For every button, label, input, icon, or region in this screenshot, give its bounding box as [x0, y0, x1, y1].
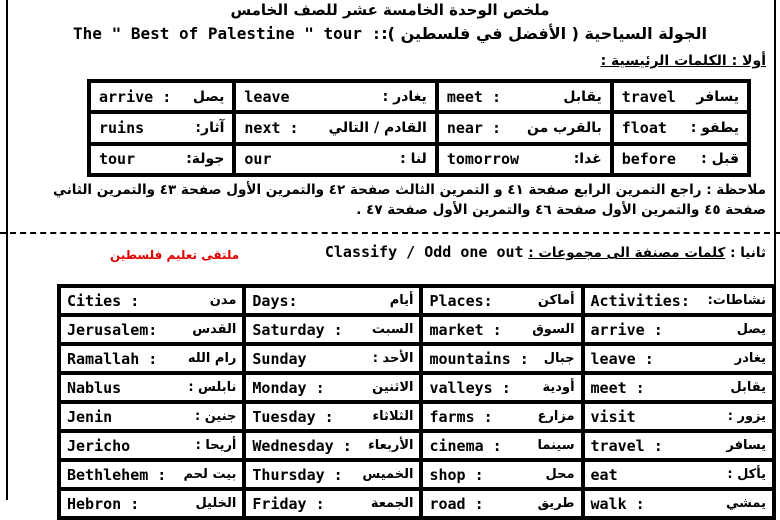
english-word: travel: [621, 87, 676, 106]
vocab-cell: [437, 144, 612, 175]
table-row: [59, 344, 774, 373]
english-word: Cities :: [67, 291, 140, 310]
arabic-word: جبال: [543, 351, 575, 366]
english-word: tour: [99, 150, 136, 169]
arabic-word: مزارع: [537, 409, 575, 424]
table-row: [89, 112, 749, 143]
english-word: next :: [244, 118, 299, 137]
word-cell: [244, 489, 421, 518]
english-word: meet :: [446, 87, 501, 106]
word-cell: [421, 373, 582, 402]
forum-label: ملتقى تعليم فلسطين: [110, 248, 240, 262]
arabic-word: يقابل: [563, 88, 602, 105]
table-row: [59, 431, 774, 460]
arabic-word: نشاطات:: [707, 293, 766, 308]
arabic-word: سينما: [537, 438, 575, 453]
word-cell: [583, 431, 774, 460]
arabic-word: جنين :: [194, 409, 237, 424]
word-cell: [244, 315, 421, 344]
word-cell: [583, 460, 774, 489]
table-row: [59, 402, 774, 431]
english-word: farms :: [429, 407, 493, 426]
english-word: Ramallah :: [67, 349, 158, 368]
arabic-word: القدس: [192, 322, 237, 337]
english-word: our: [244, 150, 272, 169]
vocab-cell: [234, 144, 436, 175]
word-cell: [244, 431, 421, 460]
arabic-word: الجمعة: [370, 496, 414, 511]
english-word: road :: [429, 494, 484, 513]
arabic-word: نابلس :: [188, 380, 237, 395]
category-header: [59, 286, 244, 315]
arabic-word: مدن: [209, 293, 237, 308]
english-word: Wednesday :: [252, 436, 352, 455]
arabic-word: أريحا :: [195, 438, 237, 453]
table-row: [89, 81, 749, 112]
table-row: [89, 144, 749, 175]
arabic-word: يسافر: [726, 438, 766, 453]
english-word: travel :: [590, 436, 663, 455]
english-word: mountains :: [429, 349, 529, 368]
arabic-word: يأكل :: [727, 467, 766, 482]
arabic-word: أيام: [389, 293, 414, 308]
subtitle-colon: :: [362, 24, 382, 43]
arabic-word: بيت لحم: [183, 467, 237, 482]
section-2-heading: [325, 243, 766, 261]
arabic-word: آثار:: [195, 119, 225, 136]
lesson-subtitle: [0, 24, 780, 43]
vocab-cell: [89, 81, 234, 112]
arabic-word: محل: [545, 467, 575, 482]
arabic-word: يغادر: [734, 351, 766, 366]
section-divider: [0, 232, 780, 234]
arabic-word: يمشي: [726, 496, 766, 511]
english-word: tomorrow: [446, 150, 520, 169]
english-word: meet :: [590, 378, 645, 397]
word-cell: [583, 344, 774, 373]
exercise-note: ملاحظة : راجع التمرين الرابع صفحة ٤١ و التمرين الثالث صفحة ٤٢ والتمرين الأول صفحة ٤٣ والتمرين الثاني صفحة ٤٥ والتمرين الأول صفحة ٤٦ والتمرين الأول صفحة ٤٧ .: [53, 182, 766, 218]
word-cell: [59, 344, 244, 373]
word-cell: [59, 489, 244, 518]
word-cell: [421, 489, 582, 518]
arabic-word: يسافر: [696, 88, 739, 105]
vocab-cell: [89, 144, 234, 175]
arabic-word: لنا :: [400, 151, 427, 168]
arabic-word: السوق: [532, 322, 575, 337]
english-word: Monday :: [252, 378, 325, 397]
english-word: Bethlehem :: [67, 465, 167, 484]
vocab-cell: [234, 112, 436, 143]
english-word: Places:: [429, 291, 493, 310]
category-header: [244, 286, 421, 315]
vocab-cell: [612, 144, 749, 175]
subtitle-english: The " Best of Palestine " tour: [73, 24, 363, 43]
word-cell: [244, 460, 421, 489]
arabic-word: يطفو :: [690, 119, 739, 136]
english-word: Hebron :: [67, 494, 140, 513]
word-cell: [59, 402, 244, 431]
english-word: Days:: [252, 291, 298, 310]
english-word: valleys :: [429, 378, 511, 397]
category-header: [583, 286, 774, 315]
classify-table: [57, 284, 776, 520]
english-word: Friday :: [252, 494, 325, 513]
english-word: arrive :: [590, 320, 663, 339]
page-title: ملخص الوحدة الخامسة عشر للصف الخامس: [230, 1, 550, 19]
vocab-cell: [234, 81, 436, 112]
word-cell: [583, 489, 774, 518]
english-word: visit: [590, 407, 636, 426]
english-word: Tuesday :: [252, 407, 334, 426]
arabic-word: أودية: [542, 380, 575, 395]
word-cell: [244, 344, 421, 373]
english-word: leave: [244, 87, 290, 106]
word-cell: [59, 460, 244, 489]
arabic-word: أماكن: [537, 293, 575, 308]
word-cell: [59, 315, 244, 344]
arabic-word: يقابل: [730, 380, 766, 395]
english-word: Saturday :: [252, 320, 343, 339]
word-cell: [421, 460, 582, 489]
section-2-prefix: ثانيا :: [730, 245, 766, 261]
table-row: [59, 373, 774, 402]
english-word: before: [621, 150, 676, 169]
english-word: Thursday :: [252, 465, 343, 484]
arabic-word: يصل: [192, 88, 225, 105]
arabic-word: الخليل: [195, 496, 237, 511]
word-cell: [244, 373, 421, 402]
arabic-word: غدا:: [573, 151, 602, 168]
arabic-word: طريق: [537, 496, 575, 511]
english-word: market :: [429, 320, 502, 339]
english-word: cinema :: [429, 436, 502, 455]
vocab-cell: [612, 81, 749, 112]
vocab-cell: [437, 81, 612, 112]
english-word: arrive :: [99, 87, 172, 106]
word-cell: [583, 402, 774, 431]
word-cell: [583, 315, 774, 344]
arabic-word: يصل: [736, 322, 766, 337]
section-2-arabic-title: كلمات مصنفة الى مجموعات :: [528, 245, 726, 261]
arabic-word: الخميس: [362, 467, 414, 482]
table-row: [59, 489, 774, 518]
english-word: shop :: [429, 465, 484, 484]
word-cell: [421, 344, 582, 373]
vocab-cell: [612, 112, 749, 143]
arabic-word: بالقرب من: [526, 119, 602, 136]
english-word: leave :: [590, 349, 654, 368]
english-word: eat: [590, 465, 618, 484]
english-word: float: [621, 118, 667, 137]
table-row: [59, 460, 774, 489]
english-word: Nablus: [67, 378, 122, 397]
english-word: walk :: [590, 494, 645, 513]
arabic-word: يغادر :: [382, 88, 427, 105]
english-word: near :: [446, 118, 501, 137]
english-word: Activities:: [590, 291, 690, 310]
arabic-word: رام الله: [187, 351, 237, 366]
english-word: Sunday: [252, 349, 307, 368]
section-1-heading: [601, 53, 766, 69]
word-cell: [59, 431, 244, 460]
word-cell: [421, 315, 582, 344]
arabic-word: الثلاثاء: [372, 409, 414, 424]
arabic-word: القادم / التالي: [328, 119, 427, 136]
arabic-word: جولة:: [186, 151, 225, 168]
vocab-cell: [437, 112, 612, 143]
arabic-word: يزور :: [727, 409, 766, 424]
vocab-cell: [89, 112, 234, 143]
arabic-word: الاثنين: [372, 380, 414, 395]
key-words-table: [87, 79, 751, 177]
word-cell: [244, 402, 421, 431]
table-header-row: [59, 286, 774, 315]
word-cell: [421, 431, 582, 460]
arabic-word: السبت: [371, 322, 414, 337]
arabic-word: الأربعاء: [368, 438, 414, 453]
arabic-word: قبل :: [701, 151, 739, 168]
word-cell: [59, 373, 244, 402]
english-word: Jerusalem:: [67, 320, 158, 339]
category-header: [421, 286, 582, 315]
section-1-heading-text: أولا : الكلمات الرئيسية :: [600, 53, 766, 69]
subtitle-arabic: الجولة السياحية ( الأفضل في فلسطين ):: [381, 24, 707, 43]
english-word: Jericho: [67, 436, 131, 455]
arabic-word: الأحد :: [372, 351, 414, 366]
word-cell: [583, 373, 774, 402]
english-word: ruins: [99, 118, 145, 137]
word-cell: [421, 402, 582, 431]
table-row: [59, 315, 774, 344]
section-2-english-title: Classify / Odd one out: [324, 243, 524, 261]
english-word: Jenin: [67, 407, 113, 426]
